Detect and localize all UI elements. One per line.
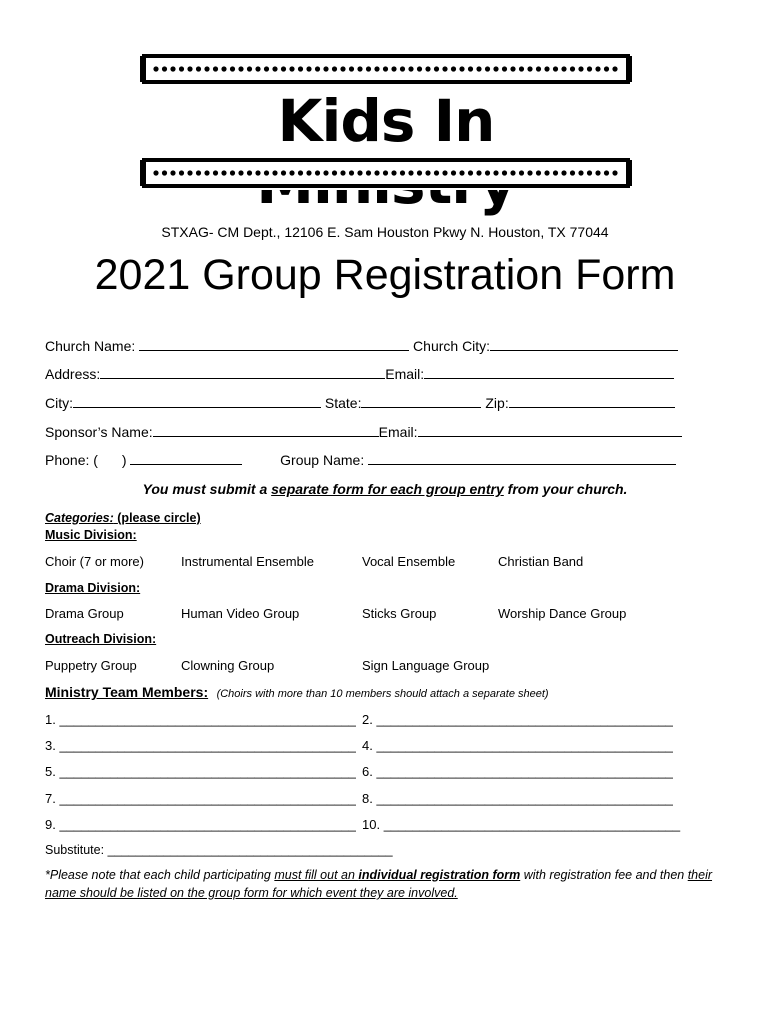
film-perforation-dot (468, 66, 473, 71)
film-perforation-dot (289, 170, 294, 175)
film-perforation-dot (238, 66, 243, 71)
address-field[interactable] (100, 366, 385, 379)
film-strip-bottom (140, 156, 632, 190)
film-perforation-dot (366, 66, 371, 71)
film-perforation-dot (519, 66, 524, 71)
member-line-10[interactable] (362, 817, 680, 832)
member-blank: _________________________________________ (376, 791, 673, 806)
member-number: 8. (362, 791, 373, 806)
sponsor-email-field[interactable] (418, 424, 682, 437)
note-pre: *Please note that each child participating (45, 868, 275, 882)
film-perforation-dot (170, 170, 175, 175)
category-clowning-group[interactable]: Clowning Group (181, 658, 275, 673)
film-perforation-dot (425, 170, 430, 175)
form-title: 2021 Group Registration Form (94, 251, 676, 299)
film-perforation-dot (417, 170, 422, 175)
notice-post: from your church. (503, 481, 628, 497)
category-sign-language-group[interactable]: Sign Language Group (362, 658, 490, 673)
film-perforation-dot (578, 66, 583, 71)
film-perforation-dot (604, 66, 609, 71)
city-row (45, 395, 675, 411)
film-perforation-dot (187, 170, 192, 175)
member-number: 6. (362, 764, 373, 779)
member-line-1[interactable] (45, 712, 356, 727)
substitute-blank: _________________________________________ (107, 843, 393, 857)
member-blank: _________________________________________ (376, 764, 673, 779)
sponsor-email-label: Email: (378, 424, 418, 440)
film-perforation-dot (400, 170, 405, 175)
film-perforation-dot (476, 66, 481, 71)
film-perforation-dot (187, 66, 192, 71)
member-number: 1. (45, 712, 56, 727)
category-human-video-group[interactable]: Human Video Group (181, 606, 300, 621)
member-number: 10. (362, 817, 381, 832)
film-perforation-dot (315, 170, 320, 175)
film-perforation-dot (230, 170, 235, 175)
film-perforation-dot (434, 170, 439, 175)
film-perforation-dot (476, 170, 481, 175)
film-perforation-dot (536, 66, 541, 71)
film-perforation-dot (349, 170, 354, 175)
film-perforation-dot (170, 66, 175, 71)
film-perforation-dot (221, 66, 226, 71)
film-perforation-dot (561, 170, 566, 175)
group-name-field[interactable] (368, 452, 676, 465)
member-line-6[interactable] (362, 764, 673, 779)
film-perforation-dot (162, 66, 167, 71)
sponsor-name-field[interactable] (153, 424, 379, 437)
film-perforation-dot (213, 170, 218, 175)
film-perforation-dot (374, 66, 379, 71)
film-perforation-dot (357, 66, 362, 71)
church-row (45, 338, 678, 354)
film-perforation-dot (425, 66, 430, 71)
category-drama-group[interactable]: Drama Group (45, 606, 124, 621)
categories-hint: (please circle) (117, 511, 201, 525)
film-perforation-dot (451, 66, 456, 71)
member-line-2[interactable] (362, 712, 673, 727)
film-perforation-dot (502, 170, 507, 175)
film-perforation-dot (485, 66, 490, 71)
church-name-label: Church Name: (45, 338, 136, 354)
categories-heading (45, 511, 201, 525)
film-perforation-dot (442, 170, 447, 175)
film-perforation-dot (204, 66, 209, 71)
state-field[interactable] (361, 395, 481, 408)
zip-label: Zip: (485, 395, 509, 411)
film-perforation-dot (510, 170, 515, 175)
film-perforation-dot (204, 170, 209, 175)
film-perforation-dot (604, 170, 609, 175)
film-perforation-dot (298, 170, 303, 175)
church-city-label: Church City: (413, 338, 491, 354)
film-perforation-dot (349, 66, 354, 71)
church-name-field[interactable] (139, 338, 409, 351)
film-perforation-dot (230, 66, 235, 71)
member-blank: _________________________________________ (59, 791, 356, 806)
film-perforation-dot (612, 170, 617, 175)
email-field[interactable] (424, 366, 674, 379)
member-number: 4. (362, 738, 373, 753)
member-line-5[interactable] (45, 764, 356, 779)
member-blank: _________________________________________ (376, 712, 673, 727)
film-perforation-dot (570, 170, 575, 175)
category-vocal-ensemble[interactable]: Vocal Ensemble (362, 554, 456, 569)
film-perforation-dot (272, 170, 277, 175)
film-perforation-dot (238, 170, 243, 175)
phone-field[interactable] (130, 452, 242, 465)
church-city-field[interactable] (490, 338, 678, 351)
film-perforation-dot (247, 66, 252, 71)
note-post2: their name should be listed on the group form for which event they are involved. (45, 868, 713, 900)
film-perforation-dot (493, 66, 498, 71)
address-row (45, 366, 674, 382)
state-label: State: (324, 395, 362, 411)
film-perforation-dot (272, 66, 277, 71)
film-perforation-dot (468, 170, 473, 175)
film-perforation-dot (587, 170, 592, 175)
film-perforation-dot (527, 66, 532, 71)
film-perforation-dot (527, 170, 532, 175)
group-name-label: Group Name: (280, 452, 365, 468)
film-perforation-dot (366, 170, 371, 175)
notice-pre: You must submit a (142, 481, 272, 497)
separate-form-notice (0, 481, 770, 497)
category-choir[interactable]: Choir (7 or more) (45, 554, 144, 569)
film-perforation-dot (459, 170, 464, 175)
film-perforation-dot (323, 170, 328, 175)
film-perforation-dot (179, 170, 184, 175)
film-perforation-dot (391, 170, 396, 175)
film-perforation-dot (255, 66, 260, 71)
film-perforation-dot (400, 66, 405, 71)
category-worship-dance-group[interactable]: Worship Dance Group (498, 606, 627, 621)
film-perforation-dot (374, 170, 379, 175)
film-perforation-dot (281, 66, 286, 71)
zip-field[interactable] (509, 395, 675, 408)
members-heading: Ministry Team Members: (45, 684, 209, 700)
film-perforation-dot (408, 170, 413, 175)
category-puppetry-group[interactable]: Puppetry Group (45, 658, 137, 673)
film-perforation-dot (315, 66, 320, 71)
film-perforation-dot (332, 66, 337, 71)
member-number: 9. (45, 817, 56, 832)
film-perforation-dot (289, 66, 294, 71)
note-must: must fill out an (274, 868, 359, 882)
film-perforation-dot (417, 66, 422, 71)
film-perforation-dot (179, 66, 184, 71)
film-perforation-dot (196, 170, 201, 175)
film-perforation-dot (442, 66, 447, 71)
film-perforation-dot (408, 66, 413, 71)
film-perforation-dot (502, 66, 507, 71)
film-perforation-dot (391, 66, 396, 71)
substitute-line[interactable] (45, 843, 393, 857)
member-number: 3. (45, 738, 56, 753)
member-number: 7. (45, 791, 56, 806)
member-blank: _________________________________________ (59, 764, 356, 779)
film-perforation-dot (213, 66, 218, 71)
film-perforation-dot (544, 170, 549, 175)
kids-in-ministry-logo (140, 52, 632, 194)
email-label: Email: (385, 366, 425, 382)
city-field[interactable] (73, 395, 321, 408)
member-number: 2. (362, 712, 373, 727)
sponsor-name-label: Sponsor’s Name: (45, 424, 153, 440)
film-perforation-dot (451, 170, 456, 175)
members-heading-row (45, 684, 549, 702)
film-perforation-dot (587, 66, 592, 71)
film-perforation-dot (153, 66, 158, 71)
member-number: 5. (45, 764, 56, 779)
category-sticks-group[interactable]: Sticks Group (362, 606, 437, 621)
film-perforation-dot (264, 66, 269, 71)
address-label: Address: (45, 366, 101, 382)
film-perforation-dot (485, 170, 490, 175)
members-hint: (Choirs with more than 10 members should attach a separate sheet) (216, 688, 549, 700)
film-perforation-dot (383, 66, 388, 71)
film-perforation-dot (306, 170, 311, 175)
phone-close-paren: ) (121, 452, 127, 468)
phone-label: Phone: ( (45, 452, 98, 468)
outreach-division-heading: Outreach Division: (45, 632, 157, 646)
film-perforation-dot (332, 170, 337, 175)
member-blank: _________________________________________ (59, 817, 356, 832)
member-line-4[interactable] (362, 738, 673, 753)
note-individual: individual registration form (358, 868, 521, 882)
film-perforation-dot (561, 66, 566, 71)
film-perforation-dot (510, 66, 515, 71)
member-line-7[interactable] (45, 791, 356, 806)
category-instrumental-ensemble[interactable]: Instrumental Ensemble (181, 554, 314, 569)
film-perforation-dot (612, 66, 617, 71)
film-perforation-dot (553, 66, 558, 71)
category-christian-band[interactable]: Christian Band (498, 554, 584, 569)
member-blank: _________________________________________ (383, 817, 681, 832)
film-strip-top (140, 52, 632, 86)
categories-label: Categories: (45, 511, 114, 525)
member-line-8[interactable] (362, 791, 673, 806)
film-perforation-dot (595, 170, 600, 175)
film-perforation-dot (553, 170, 558, 175)
member-blank: _________________________________________ (59, 712, 356, 727)
film-perforation-dot (383, 170, 388, 175)
film-perforation-dot (162, 170, 167, 175)
film-perforation-dot (578, 170, 583, 175)
participation-note (45, 866, 725, 902)
film-perforation-dot (340, 170, 345, 175)
note-post1: with registration fee and then (520, 868, 688, 882)
film-perforation-dot (459, 66, 464, 71)
film-perforation-dot (340, 66, 345, 71)
film-perforation-dot (595, 66, 600, 71)
film-perforation-dot (544, 66, 549, 71)
film-perforation-dot (255, 170, 260, 175)
ministry-address: STXAG- CM Dept., 12106 E. Sam Houston Pkwy N. Houston, TX 77044 (161, 224, 609, 240)
film-perforation-dot (298, 66, 303, 71)
film-perforation-dot (323, 66, 328, 71)
member-blank: _________________________________________ (59, 738, 356, 753)
film-perforation-dot (281, 170, 286, 175)
film-perforation-dot (570, 66, 575, 71)
substitute-label: Substitute: (45, 843, 105, 857)
drama-division-heading: Drama Division: (45, 581, 141, 595)
member-line-9[interactable] (45, 817, 356, 832)
film-perforation-dot (264, 170, 269, 175)
film-perforation-dot (536, 170, 541, 175)
logo-text: Kids In (277, 87, 495, 155)
film-perforation-dot (434, 66, 439, 71)
film-perforation-dot (247, 170, 252, 175)
film-perforation-dot (196, 66, 201, 71)
film-perforation-dot (493, 170, 498, 175)
film-perforation-dot (306, 66, 311, 71)
member-blank: _________________________________________ (376, 738, 673, 753)
film-perforation-dot (153, 170, 158, 175)
city-label: City: (45, 395, 73, 411)
film-perforation-dot (519, 170, 524, 175)
member-line-3[interactable] (45, 738, 356, 753)
phone-row (45, 452, 676, 468)
music-division-heading: Music Division: (45, 528, 137, 542)
film-perforation-dot (221, 170, 226, 175)
notice-underlined: separate form for each group entry (271, 481, 504, 497)
film-perforation-dot (357, 170, 362, 175)
sponsor-row (45, 424, 682, 440)
